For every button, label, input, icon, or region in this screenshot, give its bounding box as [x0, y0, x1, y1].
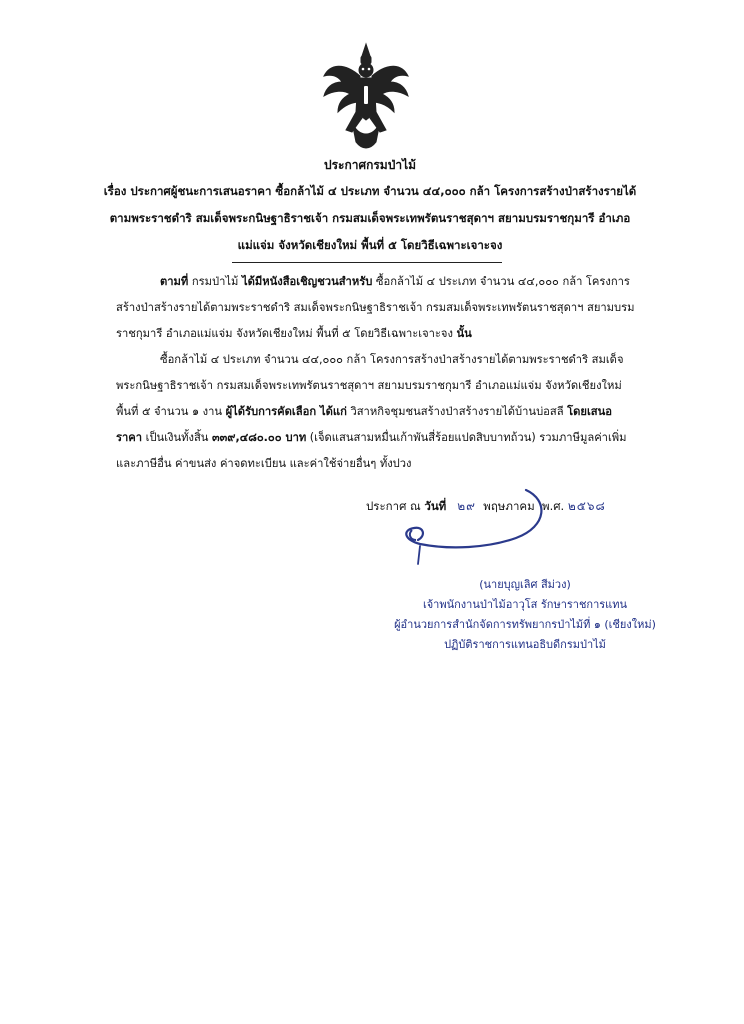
signatory-name: (นายบุญเลิศ สีม่วง): [479, 578, 571, 591]
date-prefix: ประกาศ ณ: [366, 499, 425, 513]
p1-text-1: กรมป่าไม้: [188, 275, 242, 288]
subject-block: [80, 178, 660, 259]
signatory-position-2: ผู้อำนวยการสำนักจัดการทรัพยากรป่าไม้ที่ ๑ (เชียงใหม่): [394, 618, 656, 631]
handwritten-signature: [398, 486, 568, 566]
p2-amount: ๓๓๙,๔๘๐.๐๐ บาท: [212, 431, 307, 444]
p2-text-3: เป็นเงินทั้งสิ้น: [142, 431, 212, 444]
signatory-position-3: ปฏิบัติราชการแทนอธิบดีกรมป่าไม้: [444, 638, 606, 651]
p2-text-2: วิสาหกิจชุมชนสร้างป่าสร้างรายได้บ้านบ่อสลี: [346, 405, 568, 418]
subject-line-1: เรื่อง ประกาศผู้ชนะการเสนอราคา ซื้อกล้าไม้ ๔ ประเภท จำนวน ๔๔,๐๐๐ กล้า โครงการสร้างป่าสร้างรายได้: [103, 184, 637, 198]
date-day: ๒๙: [457, 499, 476, 513]
date-year: ๒๕๖๘: [567, 499, 606, 513]
divider-line: [232, 262, 502, 263]
subject-line-3: แม่แจ่ม จังหวัดเชียงใหม่ พื้นที่ ๕ โดยวิธีเฉพาะเจาะจง: [237, 238, 503, 252]
garuda-emblem-icon: [318, 42, 414, 152]
p2-text-1: ซื้อกล้าไม้ ๔ ประเภท จำนวน ๔๔,๐๐๐ กล้า โครงการสร้างป่าสร้างรายได้ตามพระราชดำริ สมเด็จพระกนิษฐาธิราชเจ้า กรมสมเด็จพระเทพรัตนราชสุดาฯ สยามบรมราชกุมารี อำเภอแม่แจ่ม จังหวัดเชียงใหม่ พื้นที่ ๕ จำนวน ๑ งาน: [116, 353, 624, 418]
p2-bold-1: ผู้ได้รับการคัดเลือก ได้แก่: [225, 405, 347, 418]
date-era: พ.ศ.: [542, 499, 565, 513]
subject-line-2: ตามพระราชดำริ สมเด็จพระกนิษฐาธิราชเจ้า กรมสมเด็จพระเทพรัตนราชสุดาฯ สยามบรมราชกุมารี อำเภอ: [109, 211, 631, 225]
signatory-position-1: เจ้าพนักงานป่าไม้อาวุโส รักษาราชการแทน: [422, 598, 628, 611]
p1-lead: ตามที่: [160, 275, 189, 288]
document-title: ประกาศกรมป่าไม้: [323, 158, 417, 172]
date-month: พฤษภาคม: [483, 499, 535, 513]
p1-text-2: ซื้อกล้าไม้ ๔ ประเภท จำนวน ๔๔,๐๐๐ กล้า โครงการสร้างป่าสร้างรายได้ตามพระราชดำริ สมเด็จพระกนิษฐาธิราชเจ้า กรมสมเด็จพระเทพรัตนราชสุดาฯ สยามบรมราชกุมารี อำเภอแม่แจ่ม จังหวัดเชียงใหม่ พื้นที่ ๕ โดยวิธีเฉพาะเจาะจง: [116, 275, 635, 340]
p1-end: นั้น: [456, 327, 472, 340]
paragraph-2: [116, 347, 636, 477]
p2-bold-2: โดยเสนอราคา: [116, 405, 612, 444]
date-label: วันที่: [424, 499, 447, 513]
paragraph-1: [116, 269, 636, 347]
p1-bold: ได้มีหนังสือเชิญชวนสำหรับ: [241, 275, 373, 288]
p2-text-4: (เจ็ดแสนสามหมื่นเก้าพันสี่ร้อยแปดสิบบาทถ้วน) รวมภาษีมูลค่าเพิ่มและภาษีอื่น ค่าขนส่ง ค่าจดทะเบียน และค่าใช้จ่ายอื่นๆ ทั้งปวง: [116, 431, 627, 470]
